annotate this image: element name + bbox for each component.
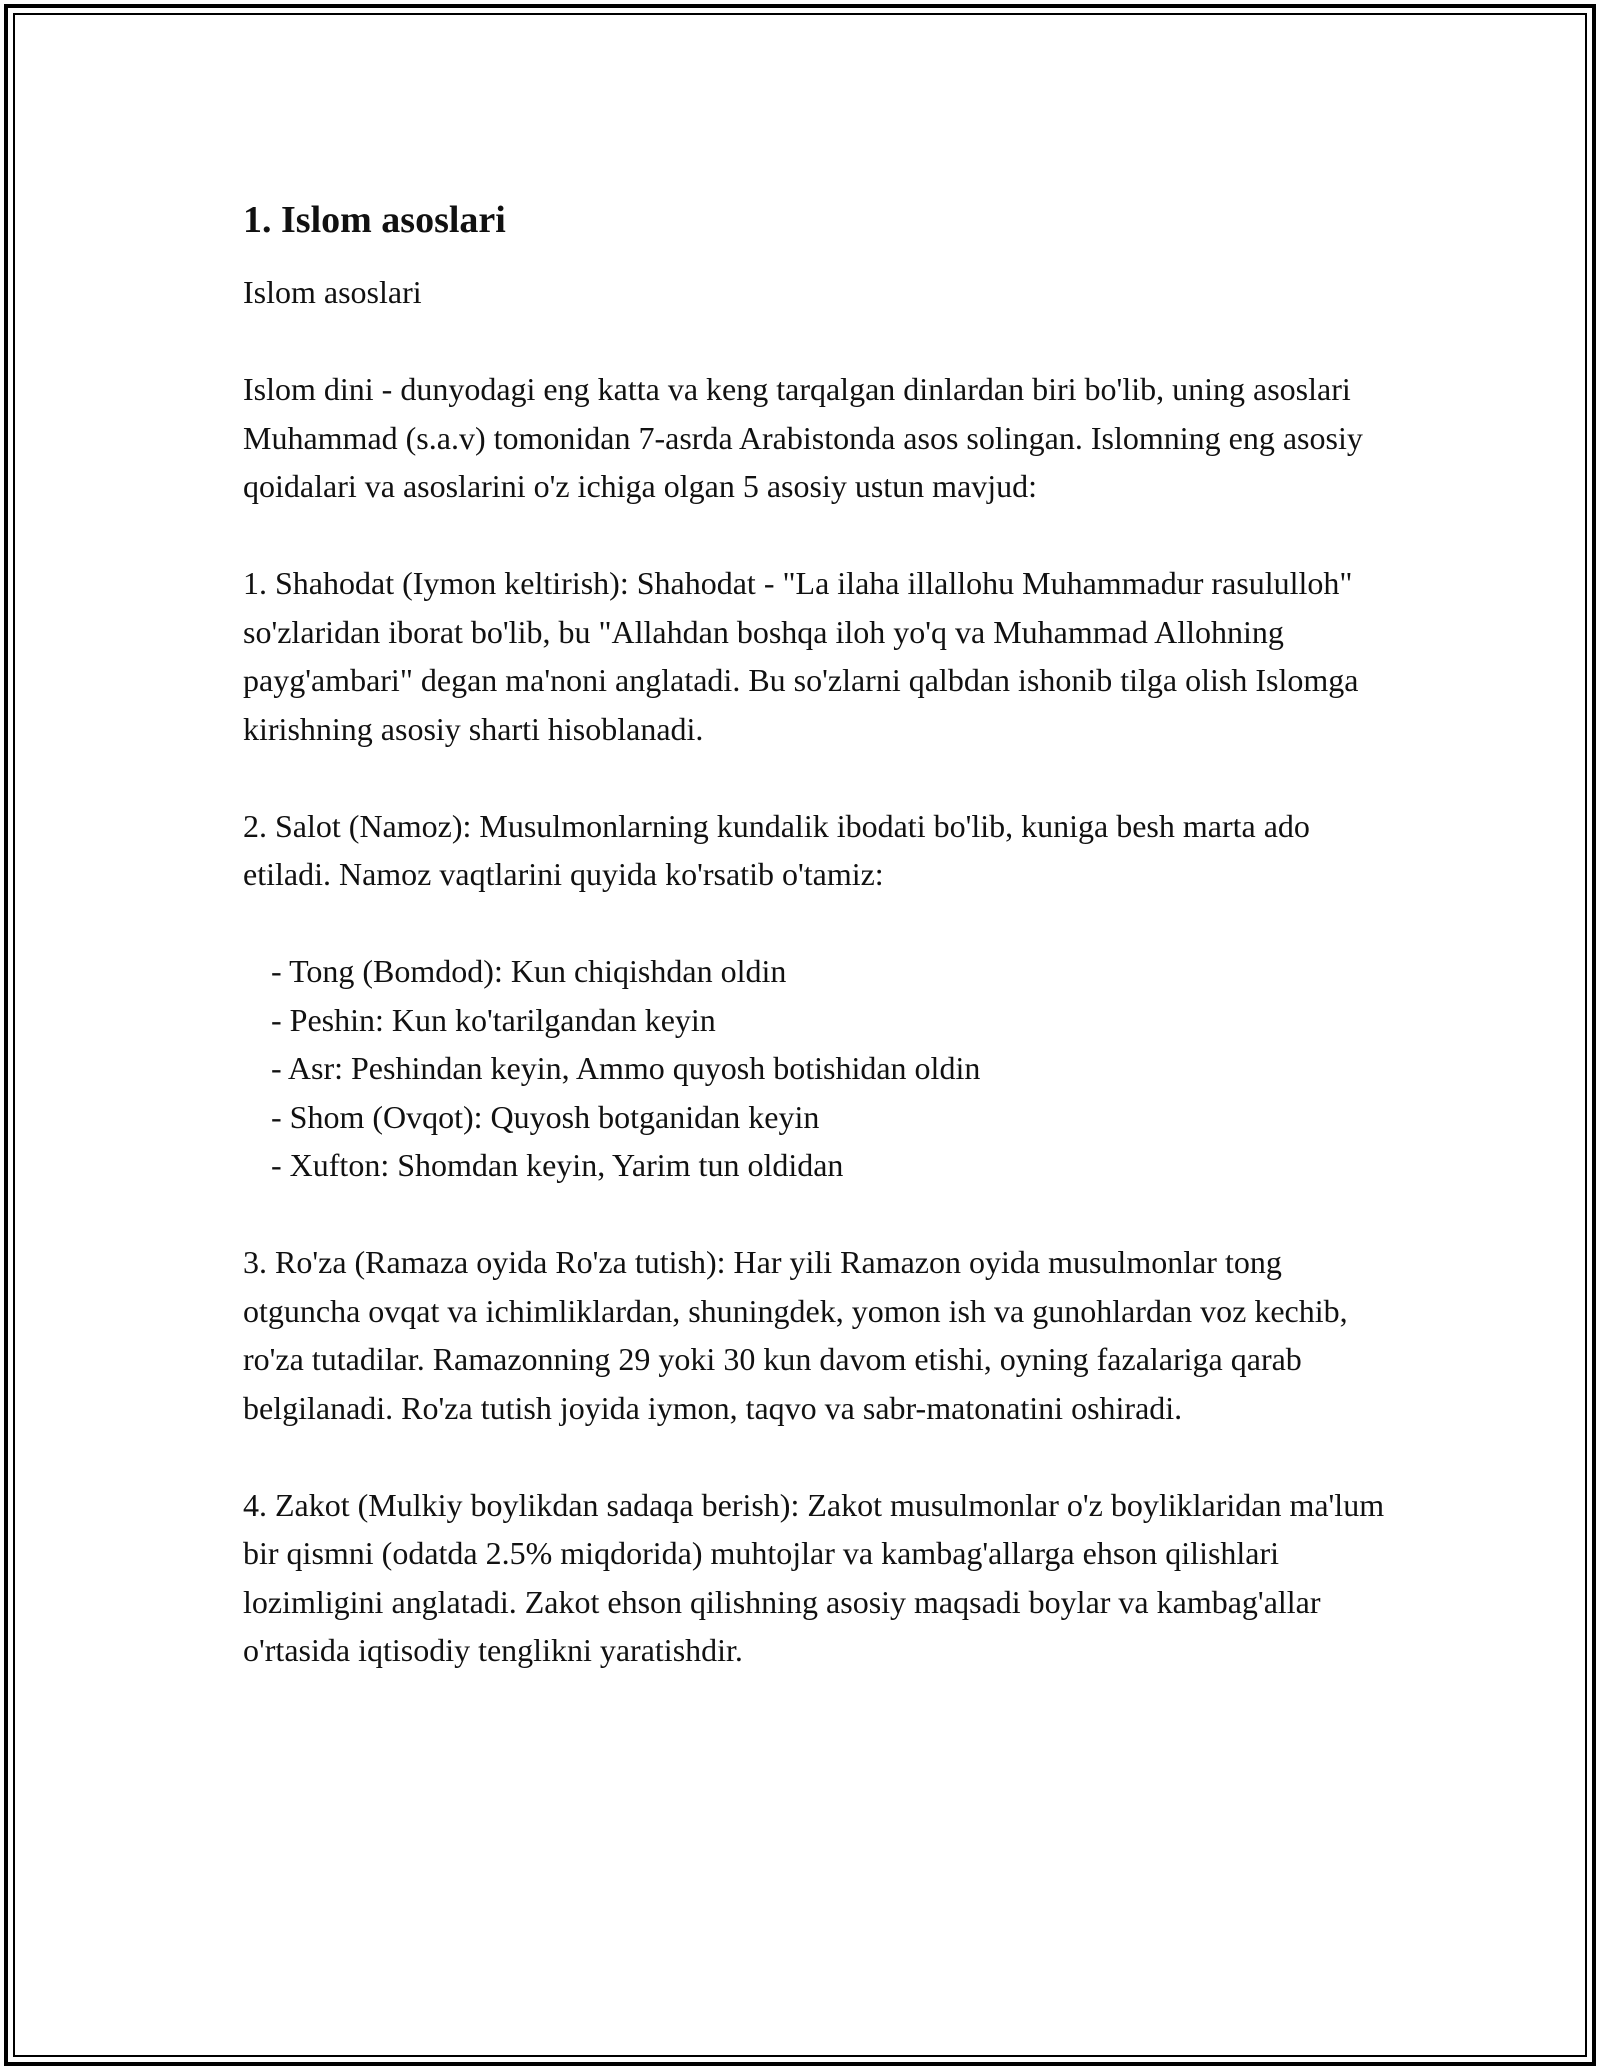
- document-subtitle: Islom asoslari: [243, 274, 422, 310]
- shahodat-paragraph: 1. Shahodat (Iymon keltirish): Shahodat - "La ilaha illallohu Muhammadur rasululloh" so'zlaridan iborat bo'lib, bu "Allahdan boshqa iloh yo'q va Muhammad Allohning payg'ambari" degan ma'noni anglatadi. Bu so'zlarni qalbdan ishonib tilga olish Islomga kirishning asosiy sharti hisoblanadi.: [243, 565, 1359, 747]
- prayer-time-item: - Xufton: Shomdan keyin, Yarim tun oldidan: [271, 1141, 1403, 1190]
- page-frame: [4, 4, 1596, 2066]
- prayer-time-item: - Shom (Ovqot): Quyosh botganidan keyin: [271, 1093, 1403, 1142]
- document-title: 1. Islom asoslari: [243, 199, 506, 241]
- salot-paragraph: 2. Salot (Namoz): Musulmonlarning kundalik ibodati bo'lib, kuniga besh marta ado etiladi. Namoz vaqtlarini quyida ko'rsatib o'tamiz:: [243, 807, 1310, 892]
- prayer-time-item: - Asr: Peshindan keyin, Ammo quyosh botishidan oldin: [271, 1044, 1403, 1093]
- document-body: [243, 194, 1403, 1723]
- intro-paragraph: Islom dini - dunyodagi eng katta va keng tarqalgan dinlardan biri bo'lib, uning asoslari Muhammad (s.a.v) tomonidan 7-asrda Arabistonda asos solingan. Islomning eng asosiy qoidalari va asoslarini o'z ichiga olgan 5 asosiy ustun mavjud:: [243, 371, 1363, 504]
- prayer-time-item: - Peshin: Kun ko'tarilgandan keyin: [271, 996, 1403, 1045]
- roza-paragraph: 3. Ro'za (Ramaza oyida Ro'za tutish): Har yili Ramazon oyida musulmonlar tong otguncha ovqat va ichimliklardan, shuningdek, yomon ish va gunohlardan voz kechib, ro'za tutadilar. Ramazonning 29 yoki 30 kun davom etishi, oyning fazalariga qarab belgilanadi. Ro'za tutish joyida iymon, taqvo va sabr-matonatini oshiradi.: [243, 1244, 1348, 1426]
- prayer-time-item: - Tong (Bomdod): Kun chiqishdan oldin: [271, 947, 1403, 996]
- prayer-times-list: [243, 947, 1403, 1190]
- zakot-paragraph: 4. Zakot (Mulkiy boylikdan sadaqa berish): Zakot musulmonlar o'z boyliklaridan ma'lum bir qismni (odatda 2.5% miqdorida) muhtojlar va kambag'allarga ehson qilishlari lozimligini anglatadi. Zakot ehson qilishning asosiy maqsadi boylar va kambag'allar o'rtasida iqtisodiy tenglikni yaratishdir.: [243, 1486, 1385, 1668]
